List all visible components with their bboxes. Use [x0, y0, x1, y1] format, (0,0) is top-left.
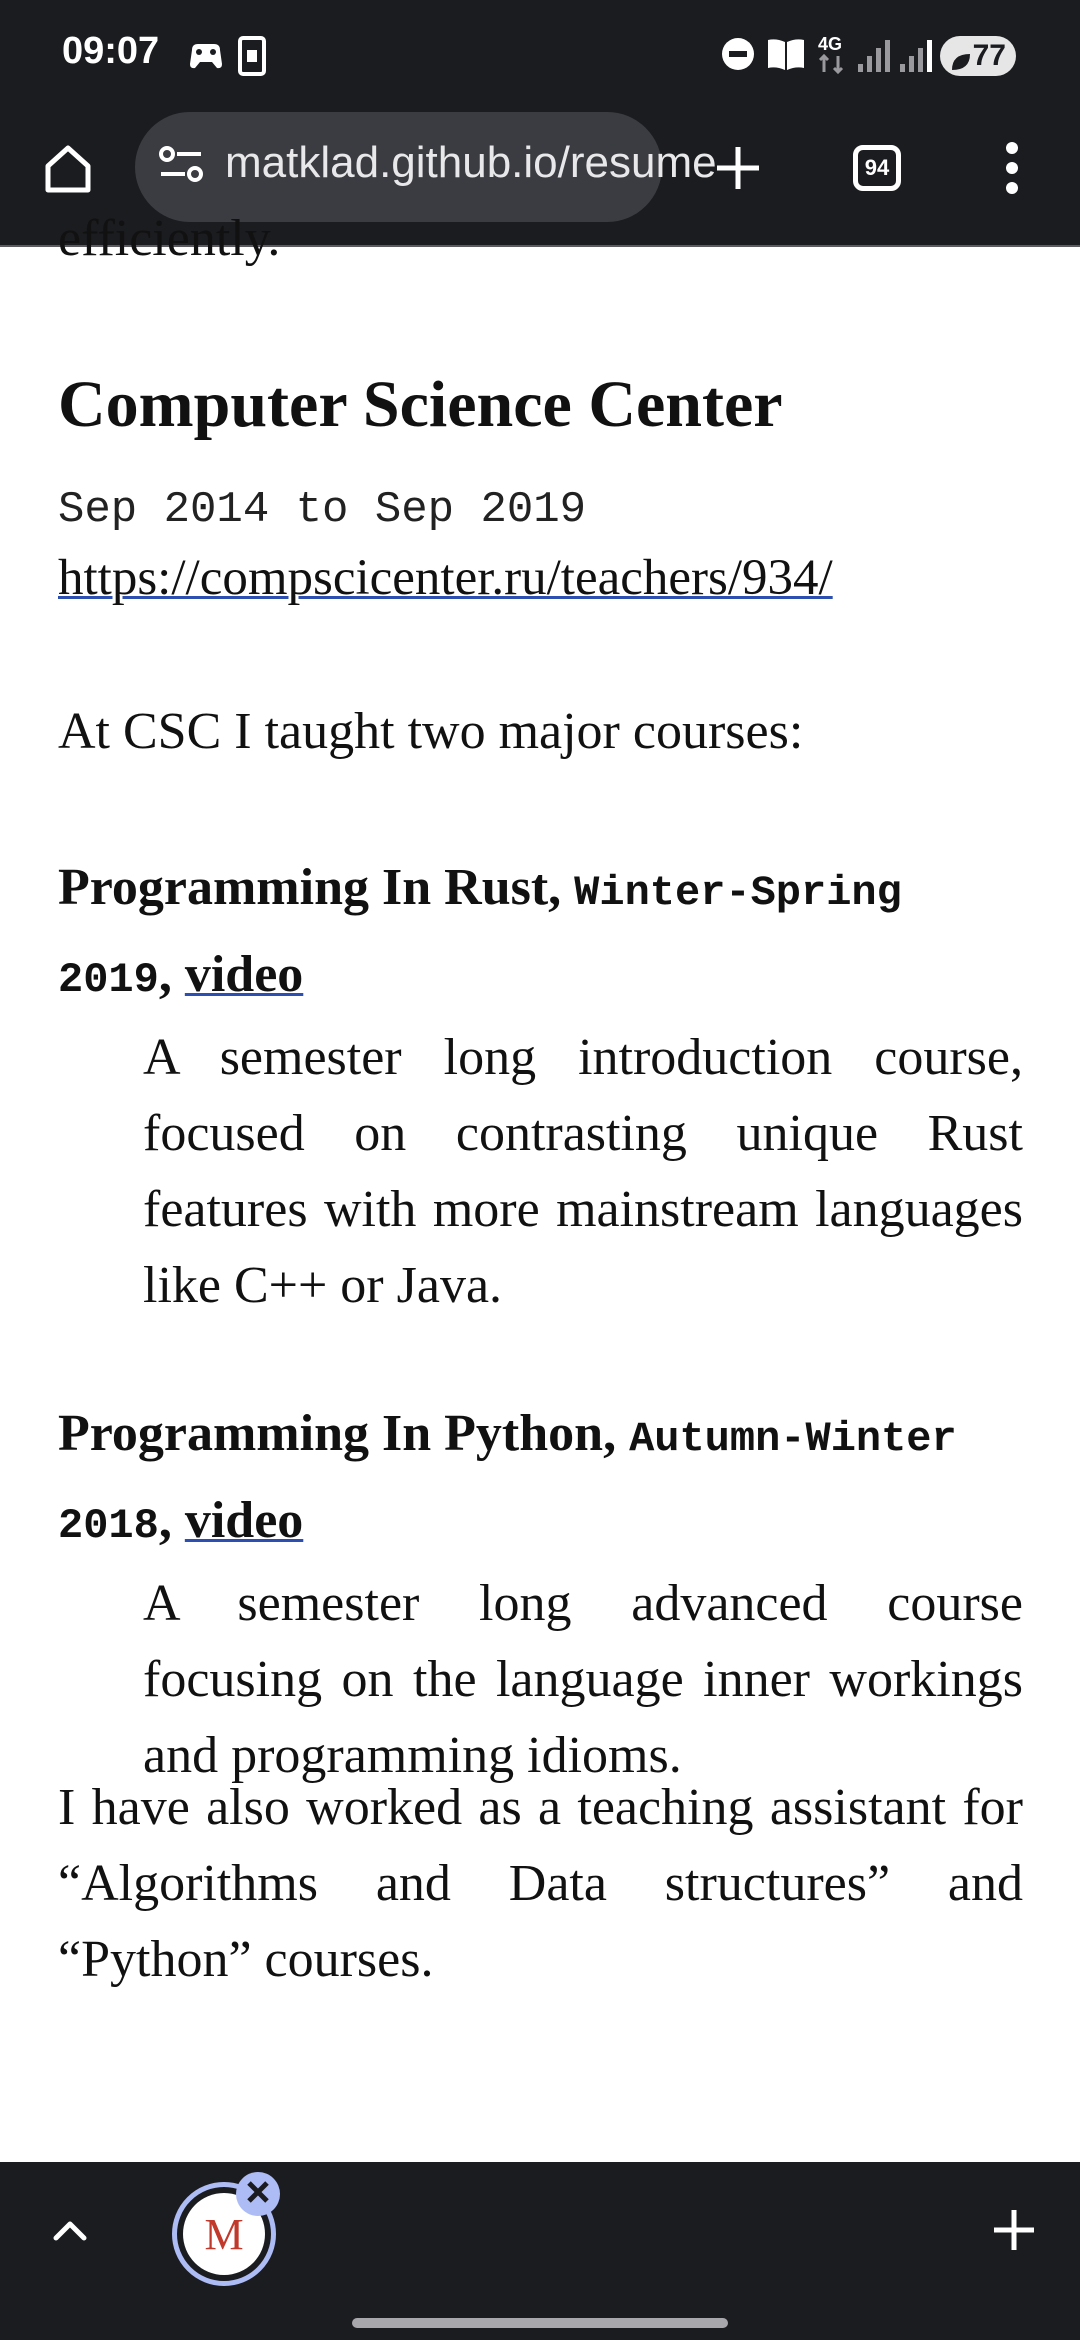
- video-link[interactable]: video: [184, 1492, 304, 1549]
- scroll-up-button[interactable]: [40, 2202, 100, 2262]
- course-description-python: A semester long advanced course focusing on the language inner workings and programming idioms.: [143, 1575, 1023, 1784]
- signal-icon: [898, 38, 934, 79]
- signal-icon: [856, 38, 892, 79]
- chevron-up-icon: [50, 2210, 90, 2255]
- home-icon: [40, 140, 96, 201]
- battery-level: 77: [972, 39, 1006, 72]
- course-heading-python: Programming In Python, Autumn-Winter 2018, video: [58, 1405, 957, 1550]
- site-settings-icon[interactable]: [157, 142, 207, 197]
- intro-text: At CSC I taught two major courses:: [58, 703, 804, 760]
- status-bar: [0, 0, 1080, 110]
- url-text[interactable]: matklad.github.io/resume: [225, 138, 717, 187]
- gamepad-icon: [186, 36, 226, 81]
- course-description-rust: A semester long introduction course, focused on contrasting unique Rust features with more mainstream languages like C++ or Java.: [143, 1029, 1023, 1314]
- closing-text: I have also worked as a teaching assistant for “Algorithms and Data structures” and “Python” courses.: [58, 1779, 1023, 1988]
- sim-icon: [238, 36, 266, 81]
- clipped-text: efficiently.: [58, 210, 281, 267]
- date-range: Sep 2014 to Sep 2019: [58, 485, 587, 535]
- address-bar[interactable]: [135, 112, 717, 222]
- battery-saver-icon: [950, 46, 972, 80]
- gesture-handle[interactable]: [352, 2318, 728, 2328]
- network-label: 4G: [818, 34, 843, 54]
- course-name: Programming In Python: [58, 1405, 604, 1462]
- status-time: 09:07: [62, 30, 160, 72]
- 4g-icon: [816, 30, 850, 81]
- course-term: Winter-Spring 2019: [58, 869, 902, 1004]
- more-menu-button[interactable]: [992, 132, 1032, 208]
- course-heading-rust: Programming In Rust, Winter-Spring 2019, video: [58, 859, 902, 1004]
- home-button[interactable]: [30, 132, 106, 208]
- course-term: Autumn-Winter 2018: [58, 1415, 957, 1550]
- bottom-bar: [0, 2162, 1080, 2340]
- plus-icon: [991, 2207, 1037, 2258]
- close-bubble-button[interactable]: [236, 2172, 280, 2216]
- new-tab-icon: [713, 143, 763, 198]
- tab-count: 94: [864, 155, 890, 180]
- avatar-letter: M: [204, 2209, 244, 2259]
- dnd-icon: [720, 36, 756, 77]
- course-name: Programming In Rust: [58, 859, 549, 916]
- page-content: [0, 210, 1080, 2162]
- new-tab-button[interactable]: [700, 132, 776, 208]
- section-title: Computer Science Center: [58, 368, 783, 441]
- tab-switcher-button[interactable]: [853, 145, 901, 191]
- battery-indicator: [940, 36, 1016, 76]
- add-button[interactable]: [982, 2200, 1046, 2264]
- video-link[interactable]: video: [184, 946, 304, 1003]
- close-icon: [245, 2179, 271, 2210]
- csc-teacher-link[interactable]: https://compscicenter.ru/teachers/934/: [58, 550, 833, 606]
- book-icon: [766, 36, 806, 77]
- more-icon: [1004, 140, 1020, 201]
